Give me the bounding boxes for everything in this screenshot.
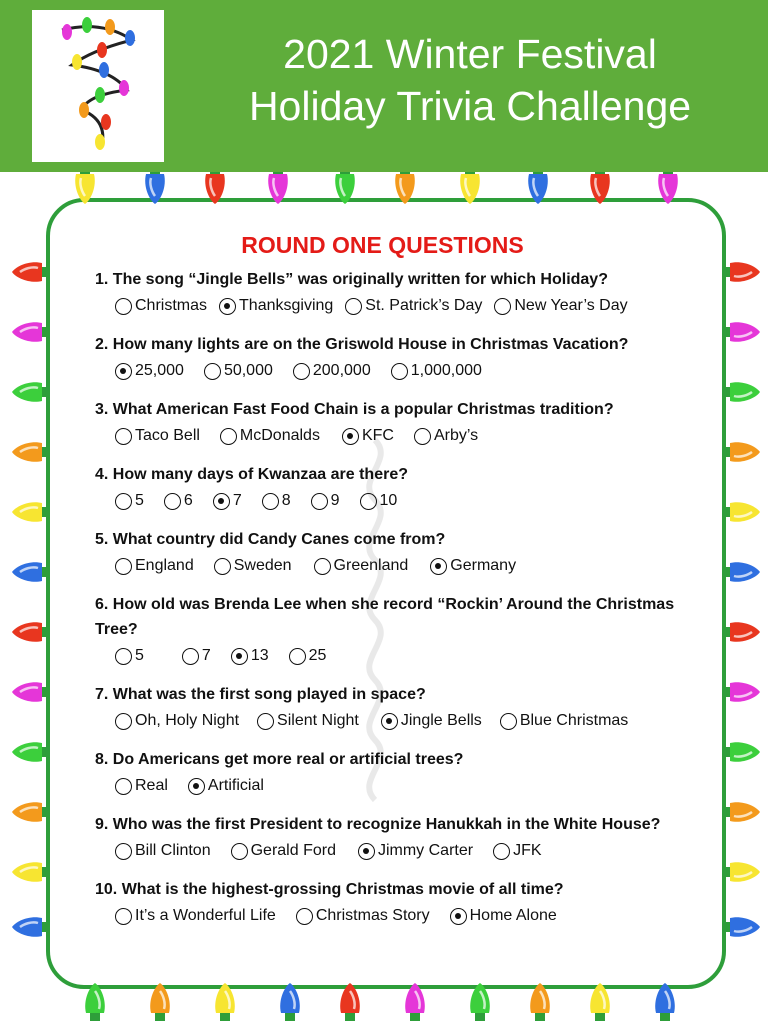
answer-option[interactable]	[115, 427, 200, 445]
answer-option[interactable]	[358, 842, 473, 860]
answer-option[interactable]	[115, 297, 207, 315]
light-bulb-icon	[12, 382, 50, 402]
radio-selected-icon[interactable]	[231, 648, 248, 665]
light-bulb-icon	[12, 502, 50, 522]
light-bulb-icon	[12, 802, 50, 822]
trivia-content	[95, 232, 695, 942]
answer-option[interactable]	[115, 842, 211, 860]
radio-empty-icon[interactable]	[115, 778, 132, 795]
light-bulb-icon	[722, 802, 760, 822]
answer-option[interactable]	[289, 647, 327, 665]
option-label: 50,000	[223, 362, 273, 379]
radio-empty-icon[interactable]	[220, 428, 237, 445]
option-label: 200,000	[312, 362, 371, 379]
light-bulb-icon	[722, 442, 760, 462]
question-text: 5. What country did Candy Canes come from?	[95, 531, 446, 548]
title-line-2: Holiday Trivia Challenge	[248, 83, 692, 129]
answer-option[interactable]	[381, 712, 482, 730]
answer-option[interactable]	[231, 842, 336, 860]
light-bulb-icon	[12, 862, 50, 882]
question-3	[95, 397, 695, 450]
option-label: Real	[135, 777, 168, 794]
light-bulb-icon	[722, 322, 760, 342]
question-text: 6. How old was Brenda Lee when she record “Rockin’ Around the Christmas Tree?	[95, 596, 675, 638]
answer-option[interactable]	[115, 712, 239, 730]
option-label: England	[135, 557, 194, 574]
option-label: Artificial	[207, 777, 264, 794]
option-label: 25	[308, 647, 327, 664]
question-text: 7. What was the first song played in space?	[95, 686, 426, 703]
answer-options	[95, 487, 695, 515]
option-label: It’s a Wonderful Life	[135, 907, 276, 924]
radio-empty-icon[interactable]	[289, 648, 306, 665]
radio-selected-icon[interactable]	[188, 778, 205, 795]
radio-selected-icon[interactable]	[213, 493, 230, 510]
light-bulb-icon	[722, 917, 760, 937]
radio-empty-icon[interactable]	[115, 493, 132, 510]
question-7	[95, 682, 695, 735]
light-bulb-icon	[12, 682, 50, 702]
answer-option[interactable]	[204, 362, 273, 380]
answer-options	[95, 422, 695, 450]
header-banner	[0, 0, 768, 172]
answer-option[interactable]	[345, 297, 482, 315]
option-label: Gerald Ford	[250, 842, 336, 859]
answer-option[interactable]	[115, 777, 168, 795]
radio-empty-icon[interactable]	[115, 843, 132, 860]
radio-selected-icon[interactable]	[430, 558, 447, 575]
answer-options	[95, 642, 695, 670]
radio-empty-icon[interactable]	[115, 713, 132, 730]
question-text: 1. The song “Jingle Bells” was originally written for which Holiday?	[95, 271, 608, 288]
answer-option[interactable]	[164, 492, 193, 510]
question-2	[95, 332, 695, 385]
radio-empty-icon[interactable]	[296, 908, 313, 925]
radio-selected-icon[interactable]	[450, 908, 467, 925]
answer-option[interactable]	[182, 647, 211, 665]
light-bulb-icon	[722, 262, 760, 282]
answer-option[interactable]	[414, 427, 478, 445]
radio-empty-icon[interactable]	[360, 493, 377, 510]
answer-option[interactable]	[115, 492, 144, 510]
radio-empty-icon[interactable]	[214, 558, 231, 575]
radio-empty-icon[interactable]	[182, 648, 199, 665]
radio-empty-icon[interactable]	[115, 648, 132, 665]
radio-empty-icon[interactable]	[414, 428, 431, 445]
radio-empty-icon[interactable]	[204, 363, 221, 380]
question-text: 3. What American Fast Food Chain is a popular Christmas tradition?	[95, 401, 614, 418]
radio-selected-icon[interactable]	[342, 428, 359, 445]
answer-option[interactable]	[257, 712, 359, 730]
answer-option[interactable]	[262, 492, 291, 510]
radio-selected-icon[interactable]	[115, 363, 132, 380]
question-list	[95, 267, 695, 930]
light-bulb-icon	[12, 622, 50, 642]
question-5	[95, 527, 695, 580]
radio-selected-icon[interactable]	[381, 713, 398, 730]
option-label: 7	[201, 647, 211, 664]
option-label: 13	[250, 647, 269, 664]
option-label: 9	[330, 492, 340, 509]
question-4	[95, 462, 695, 515]
radio-empty-icon[interactable]	[314, 558, 331, 575]
option-label: 5	[135, 492, 144, 509]
option-label: Bill Clinton	[135, 842, 211, 859]
option-label: Sweden	[233, 557, 292, 574]
answer-option[interactable]	[450, 907, 557, 925]
answer-option[interactable]	[430, 557, 516, 575]
question-8	[95, 747, 695, 800]
light-bulb-icon	[12, 262, 50, 282]
title-line-1: 2021 Winter Festival	[283, 31, 657, 77]
answer-option[interactable]	[296, 907, 430, 925]
answer-option[interactable]	[314, 557, 409, 575]
light-bulb-icon	[722, 862, 760, 882]
answer-option[interactable]	[311, 492, 340, 510]
answer-option[interactable]	[214, 557, 292, 575]
radio-empty-icon[interactable]	[262, 493, 279, 510]
answer-option[interactable]	[293, 362, 371, 380]
option-label: Germany	[450, 557, 517, 574]
answer-option[interactable]	[500, 712, 628, 730]
radio-empty-icon[interactable]	[494, 298, 511, 315]
option-label: 8	[281, 492, 291, 509]
answer-option[interactable]	[115, 647, 144, 665]
option-label: JFK	[513, 842, 542, 859]
answer-option[interactable]	[493, 842, 541, 860]
option-label: Jingle Bells	[400, 712, 482, 729]
answer-options	[95, 552, 695, 580]
answer-option[interactable]	[115, 362, 184, 380]
radio-empty-icon[interactable]	[231, 843, 248, 860]
option-label: Christmas	[135, 297, 208, 314]
answer-options	[95, 357, 695, 385]
answer-option[interactable]	[213, 492, 242, 510]
answer-options	[95, 292, 695, 320]
question-10	[95, 877, 695, 930]
question-text: 8. Do Americans get more real or artificial trees?	[95, 751, 464, 768]
option-label: 10	[379, 492, 398, 509]
answer-options	[95, 902, 695, 930]
radio-empty-icon[interactable]	[293, 363, 310, 380]
answer-options	[95, 772, 695, 800]
light-bulb-icon	[12, 742, 50, 762]
question-9	[95, 812, 695, 865]
answer-option[interactable]	[360, 492, 398, 510]
option-label: Christmas Story	[315, 907, 430, 924]
page-title	[170, 28, 768, 132]
option-label: 5	[135, 647, 144, 664]
question-text: 4. How many days of Kwanzaa are there?	[95, 466, 408, 483]
radio-empty-icon[interactable]	[500, 713, 517, 730]
answer-options	[95, 837, 695, 865]
option-label: Taco Bell	[135, 427, 200, 444]
option-label: Greenland	[333, 557, 409, 574]
radio-empty-icon[interactable]	[115, 558, 132, 575]
question-text: 2. How many lights are on the Griswold House in Christmas Vacation?	[95, 336, 629, 353]
option-label: Home Alone	[469, 907, 557, 924]
answer-option[interactable]	[342, 427, 394, 445]
light-bulb-icon	[722, 502, 760, 522]
radio-empty-icon[interactable]	[115, 908, 132, 925]
light-bulb-icon	[12, 917, 50, 937]
question-text: 9. Who was the first President to recognize Hanukkah in the White House?	[95, 816, 661, 833]
option-label: 25,000	[135, 362, 184, 379]
question-text: 10. What is the highest-grossing Christmas movie of all time?	[95, 881, 564, 898]
string-lights-icon	[32, 10, 164, 162]
light-bulb-icon	[722, 622, 760, 642]
answer-option[interactable]	[188, 777, 264, 795]
light-bulb-icon	[12, 442, 50, 462]
option-label: Silent Night	[277, 712, 359, 729]
option-label: 7	[232, 492, 242, 509]
answer-option[interactable]	[220, 427, 320, 445]
option-label: St. Patrick’s Day	[365, 297, 483, 314]
option-label: Jimmy Carter	[377, 842, 474, 859]
option-label: McDonalds	[239, 427, 320, 444]
radio-empty-icon[interactable]	[115, 298, 132, 315]
light-bulb-icon	[12, 322, 50, 342]
radio-selected-icon[interactable]	[219, 298, 236, 315]
radio-empty-icon[interactable]	[115, 428, 132, 445]
round-title: ROUND ONE QUESTIONS	[241, 232, 524, 258]
answer-option[interactable]	[115, 557, 194, 575]
answer-option[interactable]	[231, 647, 269, 665]
question-1	[95, 267, 695, 320]
option-label: KFC	[361, 427, 394, 444]
option-label: 6	[183, 492, 193, 509]
radio-empty-icon[interactable]	[345, 298, 362, 315]
radio-empty-icon[interactable]	[311, 493, 328, 510]
answer-options	[95, 707, 695, 735]
light-bulb-icon	[722, 742, 760, 762]
answer-option[interactable]	[391, 362, 482, 380]
option-label: 1,000,000	[410, 362, 482, 379]
light-bulb-icon	[722, 682, 760, 702]
light-bulb-icon	[12, 562, 50, 582]
answer-option[interactable]	[494, 297, 627, 315]
option-label: Oh, Holy Night	[135, 712, 240, 729]
radio-empty-icon[interactable]	[391, 363, 408, 380]
option-label: Blue Christmas	[519, 712, 629, 729]
radio-selected-icon[interactable]	[358, 843, 375, 860]
option-label: New Year’s Day	[514, 297, 628, 314]
question-6	[95, 592, 695, 670]
radio-empty-icon[interactable]	[257, 713, 274, 730]
radio-empty-icon[interactable]	[164, 493, 181, 510]
option-label: Arby’s	[433, 427, 479, 444]
light-bulb-icon	[722, 382, 760, 402]
answer-option[interactable]	[115, 907, 276, 925]
answer-option[interactable]	[219, 297, 333, 315]
radio-empty-icon[interactable]	[493, 843, 510, 860]
light-bulb-icon	[722, 562, 760, 582]
option-label: Thanksgiving	[239, 297, 334, 314]
